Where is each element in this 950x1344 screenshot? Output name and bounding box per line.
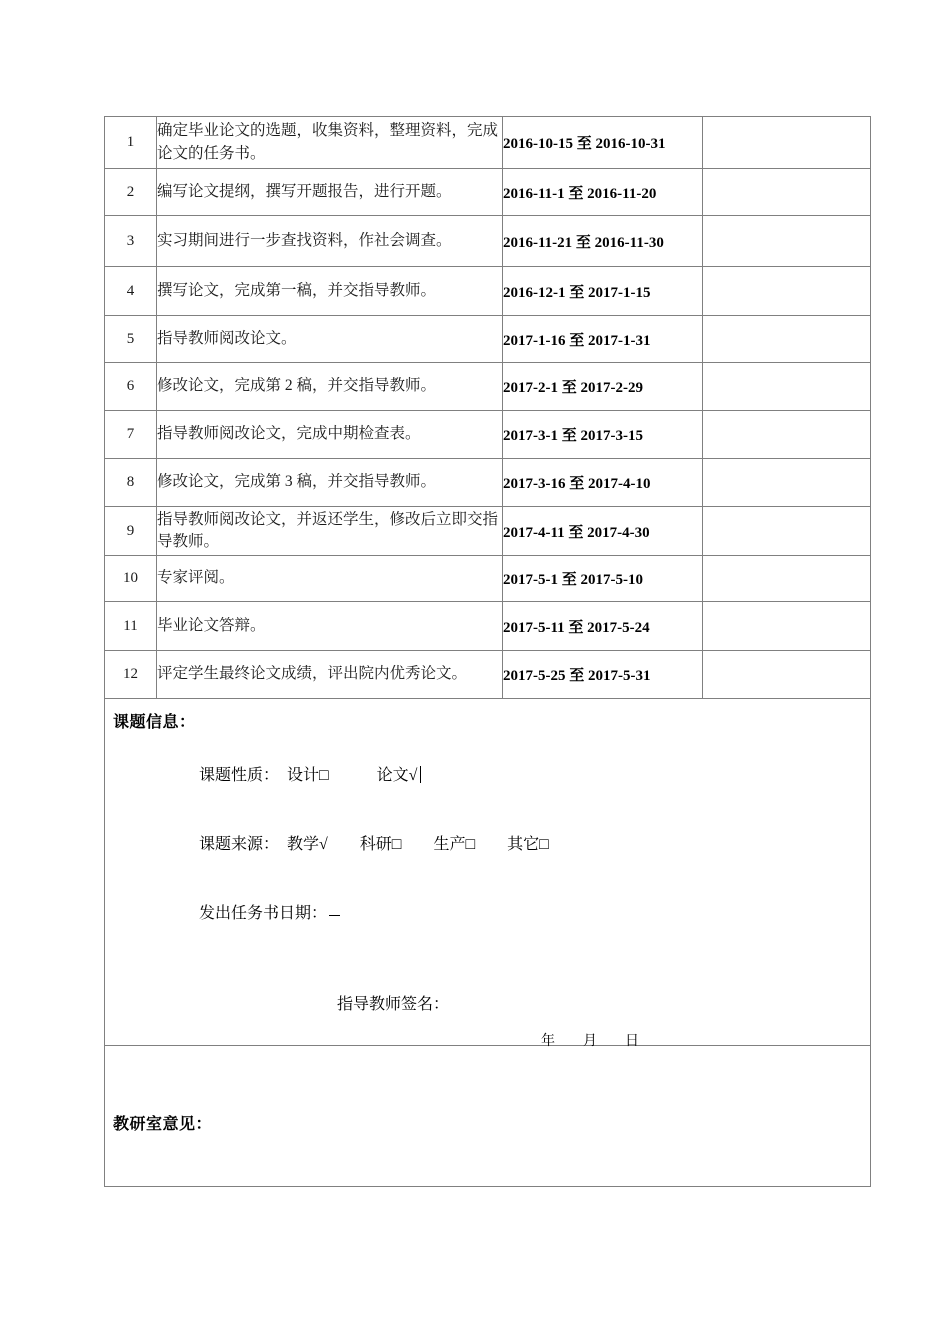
row-date: 2017-5-25 至 2017-5-31 xyxy=(503,651,703,699)
table-row xyxy=(105,556,871,602)
row-task: 修改论文，完成第 2 稿，并交指导教师。 xyxy=(157,363,503,411)
signature-date-placeholder: 年 月 日 xyxy=(541,1034,646,1049)
row-number: 2 xyxy=(105,169,157,216)
schedule-body xyxy=(105,117,871,1187)
row-task: 确定毕业论文的选题，收集资料，整理资料，完成论文的任务书。 xyxy=(157,117,503,169)
table-row xyxy=(105,267,871,316)
row-task: 指导教师阅改论文。 xyxy=(157,316,503,363)
row-note xyxy=(703,216,871,267)
row-note xyxy=(703,651,871,699)
opinion-cell xyxy=(105,1046,871,1187)
row-date: 2017-5-1 至 2017-5-10 xyxy=(503,556,703,602)
row-note xyxy=(703,169,871,216)
row-date: 2017-4-11 至 2017-4-30 xyxy=(503,507,703,556)
row-number: 5 xyxy=(105,316,157,363)
table-row xyxy=(105,363,871,411)
row-date: 2016-11-1 至 2016-11-20 xyxy=(503,169,703,216)
row-note xyxy=(703,556,871,602)
row-number: 1 xyxy=(105,117,157,169)
table-row xyxy=(105,507,871,556)
topic-info-cell xyxy=(105,699,871,1049)
row-date: 2017-3-1 至 2017-3-15 xyxy=(503,411,703,459)
row-task: 编写论文提纲，撰写开题报告，进行开题。 xyxy=(157,169,503,216)
row-date: 2017-5-11 至 2017-5-24 xyxy=(503,602,703,651)
row-note xyxy=(703,267,871,316)
row-note xyxy=(703,316,871,363)
row-task: 指导教师阅改论文，并返还学生，修改后立即交指导教师。 xyxy=(157,507,503,556)
row-number: 6 xyxy=(105,363,157,411)
table-row xyxy=(105,459,871,507)
opinion-title: 教研室意见： xyxy=(113,1115,213,1133)
table-row xyxy=(105,651,871,699)
row-task: 修改论文，完成第 3 稿，并交指导教师。 xyxy=(157,459,503,507)
row-date: 2016-10-15 至 2016-10-31 xyxy=(503,117,703,169)
row-task: 实习期间进行一步查找资料，作社会调查。 xyxy=(157,216,503,267)
row-note xyxy=(703,411,871,459)
table-row xyxy=(105,411,871,459)
issue-date-line xyxy=(105,882,870,941)
row-number: 7 xyxy=(105,411,157,459)
row-note xyxy=(703,602,871,651)
row-date: 2016-11-21 至 2016-11-30 xyxy=(503,216,703,267)
topic-source-line xyxy=(105,813,870,872)
thesis-schedule-table xyxy=(104,116,871,1187)
text-cursor xyxy=(420,766,421,783)
opinion-row xyxy=(105,1046,871,1187)
topic-nature-line xyxy=(105,744,870,803)
table-row xyxy=(105,216,871,267)
signature-block xyxy=(105,991,870,1050)
row-number: 12 xyxy=(105,651,157,699)
table-row xyxy=(105,602,871,651)
row-number: 4 xyxy=(105,267,157,316)
row-date: 2017-1-16 至 2017-1-31 xyxy=(503,316,703,363)
table-row xyxy=(105,169,871,216)
row-task: 评定学生最终论文成绩，评出院内优秀论文。 xyxy=(157,651,503,699)
row-date: 2017-3-16 至 2017-4-10 xyxy=(503,459,703,507)
row-number: 10 xyxy=(105,556,157,602)
row-number: 3 xyxy=(105,216,157,267)
table-row xyxy=(105,316,871,363)
topic-info-title: 课题信息： xyxy=(113,714,196,731)
row-number: 8 xyxy=(105,459,157,507)
topic-nature-text: 课题性质： 设计□ 论文√ xyxy=(199,767,418,784)
topic-info-row xyxy=(105,699,871,1046)
row-note xyxy=(703,459,871,507)
issue-date-label: 发出任务书日期： xyxy=(199,905,328,922)
row-task: 撰写论文，完成第一稿，并交指导教师。 xyxy=(157,267,503,316)
supervisor-signature-label: 指导教师签名： xyxy=(337,996,450,1013)
row-number: 9 xyxy=(105,507,157,556)
row-note xyxy=(703,117,871,169)
row-number: 11 xyxy=(105,602,157,651)
row-note xyxy=(703,363,871,411)
row-note xyxy=(703,507,871,556)
row-date: 2016-12-1 至 2017-1-15 xyxy=(503,267,703,316)
row-task: 专家评阅。 xyxy=(157,556,503,602)
row-task: 指导教师阅改论文，完成中期检查表。 xyxy=(157,411,503,459)
row-date: 2017-2-1 至 2017-2-29 xyxy=(503,363,703,411)
row-task: 毕业论文答辩。 xyxy=(157,602,503,651)
table-row xyxy=(105,117,871,169)
issue-date-field[interactable] xyxy=(329,915,340,916)
topic-source-text: 课题来源： 教学√ 科研□ 生产□ 其它□ xyxy=(199,836,549,853)
